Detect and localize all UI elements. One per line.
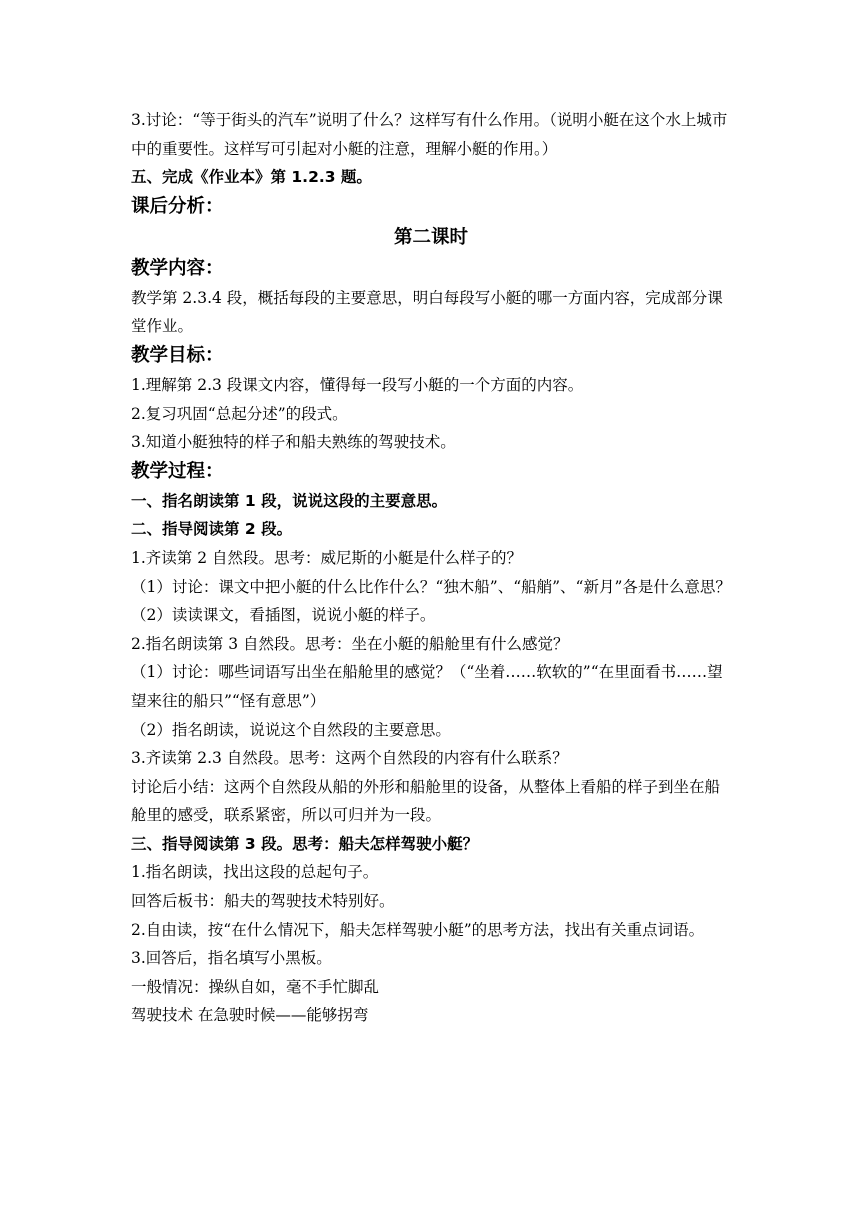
- board-line-driving: 驾驶技术 在急驶时候——能够拐弯: [131, 1006, 369, 1025]
- step-2-item-1-sub-1: （1）讨论：课文中把小艇的什么比作什么？“独木船”、“船艄”、“新月”各是什么意思？: [131, 577, 731, 596]
- step-3-heading: 三、指导阅读第 3 段。思考：船夫怎样驾驶小艇？: [131, 834, 479, 853]
- board-line-general: 一般情况：操纵自如，毫不手忙脚乱: [131, 977, 380, 996]
- section-5-heading: 五、完成《作业本》第 1.2.3 题。: [131, 168, 372, 187]
- step-2-item-2: 2.指名朗读第 3 自然段。思考：坐在小艇的船舱里有什么感觉？: [131, 634, 569, 653]
- step-2-item-3: 3.齐读第 2.3 自然段。思考：这两个自然段的内容有什么联系？: [131, 749, 568, 768]
- discussion-3-paragraph: 3.讨论：“等于街头的汽车”说明了什么？这样写有什么作用。（说明小艇在这个水上城市中的重要性。这样写可引起对小艇的注意，理解小艇的作用。）: [131, 111, 728, 158]
- step-2-heading: 二、指导阅读第 2 段。: [131, 520, 293, 539]
- step-2-summary: 讨论后小结：这两个自然段从船的外形和船舱里的设备，从整体上看船的样子到坐在船舱里的感受，联系紧密，所以可归并为一段。: [131, 777, 721, 825]
- teaching-content-heading: 教学内容：: [131, 257, 224, 279]
- step-3-board-note: 回答后板书：船夫的驾驶技术特别好。: [131, 892, 395, 911]
- goal-1: 1.理解第 2.3 段课文内容，懂得每一段写小艇的一个方面的内容。: [131, 375, 584, 394]
- teaching-process-heading: 教学过程：: [131, 460, 224, 482]
- teaching-content-paragraph: 教学第 2.3.4 段，概括每段的主要意思，明白每段写小艇的哪一方面内容，完成部分课堂作业。: [131, 288, 723, 336]
- step-3-item-2: 2.自由读，按“在什么情况下，船夫怎样驾驶小艇”的思考方法，找出有关重点词语。: [131, 920, 705, 939]
- step-3-item-1: 1.指名朗读，找出这段的总起句子。: [131, 863, 379, 882]
- step-3-item-3: 3.回答后，指名填写小黑板。: [131, 949, 332, 968]
- after-class-analysis-heading: 课后分析：: [131, 195, 224, 217]
- step-2-item-1: 1.齐读第 2 自然段。思考：威尼斯的小艇是什么样子的？: [131, 548, 523, 567]
- step-2-item-1-sub-2: （2）读读课文，看插图，说说小艇的样子。: [131, 606, 436, 625]
- step-1-heading: 一、指名朗读第 1 段，说说这段的主要意思。: [131, 491, 448, 510]
- teaching-goals-heading: 教学目标：: [131, 344, 224, 366]
- document-body: [131, 106, 731, 1030]
- goal-3: 3.知道小艇独特的样子和船夫熟练的驾驶技术。: [131, 433, 456, 452]
- goal-2: 2.复习巩固“总起分述”的段式。: [131, 404, 348, 423]
- step-2-item-2-sub-1: （1）讨论：哪些词语写出坐在船舱里的感觉？（“坐着……软软的”“在里面看书……望望来往的船只”“怪有意思”）: [131, 663, 723, 710]
- step-2-item-2-sub-2: （2）指名朗读，说说这个自然段的主要意思。: [131, 720, 451, 739]
- second-lesson-title: 第二课时: [393, 226, 468, 248]
